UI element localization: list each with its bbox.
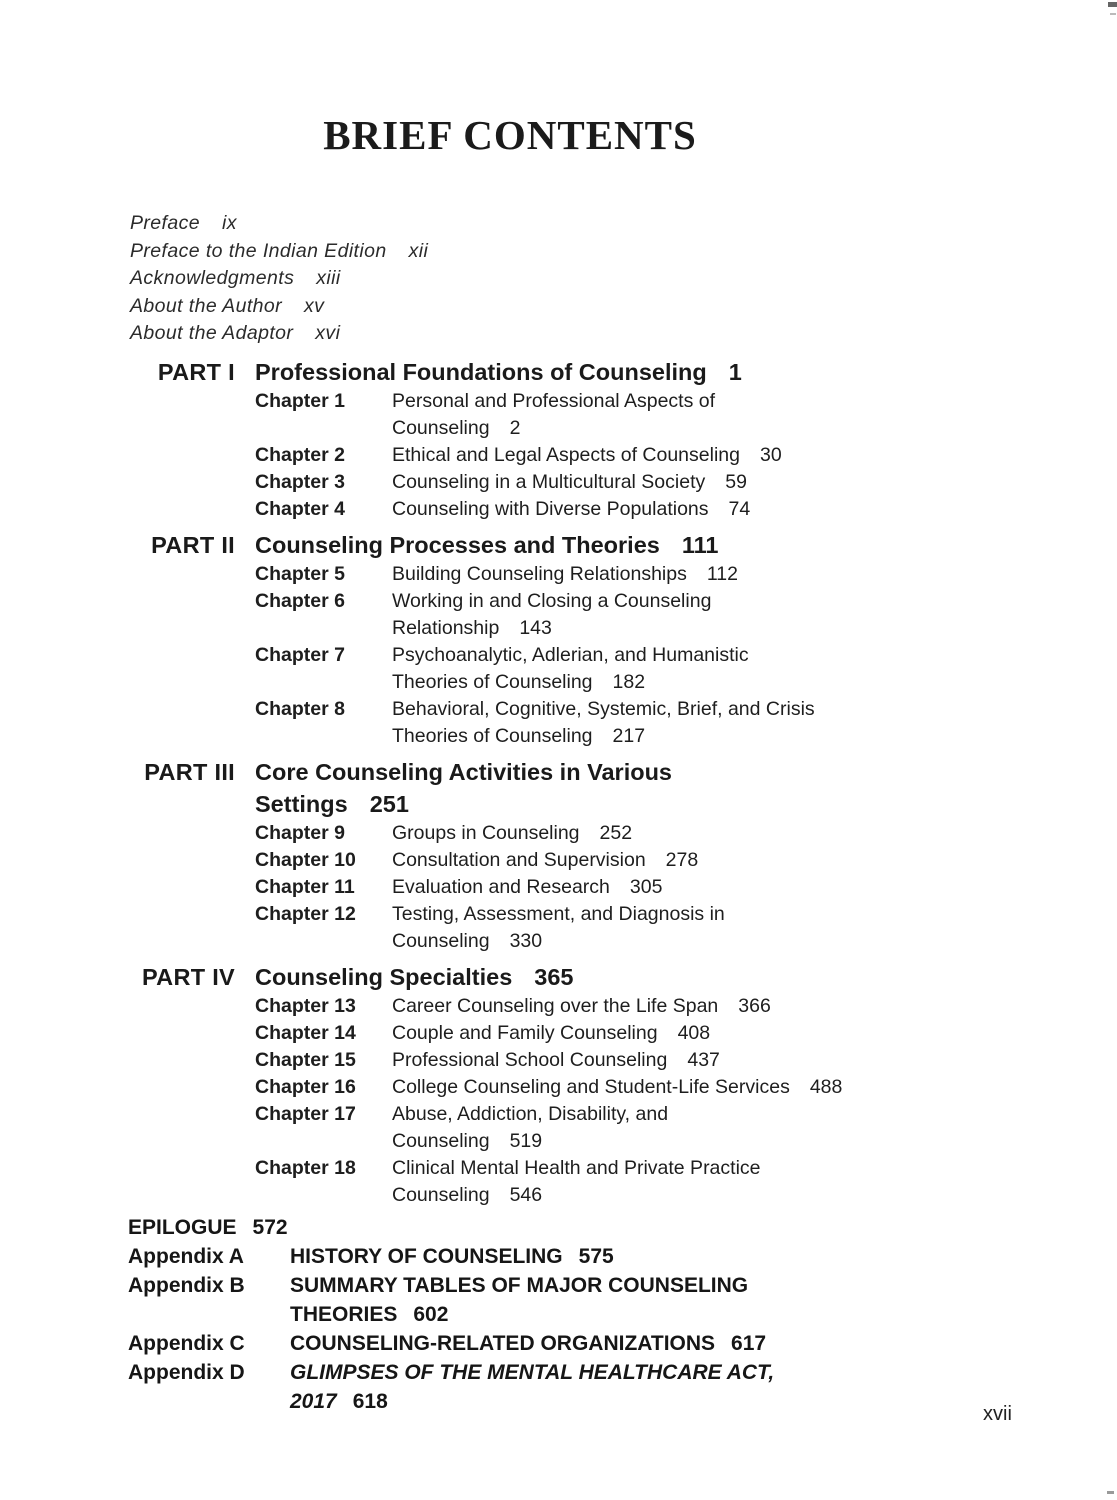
- appendix-label: Appendix B: [128, 1273, 245, 1297]
- page-ref: 30: [759, 443, 782, 466]
- page-ref: 112: [706, 562, 738, 585]
- chapter-title-line: Counseling: [392, 1129, 490, 1152]
- appendix-entry: [128, 1329, 1117, 1358]
- chapter-label: Chapter 15: [255, 1048, 356, 1071]
- part-label: PART IV: [141, 963, 235, 990]
- chapter-title-line: Career Counseling over the Life Span: [392, 994, 719, 1017]
- page-ref: xiii: [316, 267, 341, 289]
- appendix-entry: [128, 1271, 1117, 1329]
- chapter-title: [392, 1155, 1117, 1209]
- chapter-title-line: Personal and Professional Aspects of: [392, 389, 716, 412]
- epilogue-entry: [128, 1213, 1117, 1242]
- part-title-line: Core Counseling Activities in Various: [255, 758, 672, 785]
- back-matter-list: [128, 1213, 1117, 1416]
- chapter-title-line: Abuse, Addiction, Disability, and: [392, 1102, 669, 1125]
- page-ref: xii: [408, 239, 429, 262]
- toc-chapter: [255, 388, 1117, 442]
- page-ref: 437: [687, 1048, 720, 1071]
- part-title: [255, 756, 672, 820]
- appendix-title-line: SUMMARY TABLES OF MAJOR COUNSELING: [290, 1273, 749, 1297]
- page-ref: 366: [738, 994, 771, 1017]
- toc-chapter: [255, 1074, 1117, 1101]
- chapter-label: Chapter 13: [255, 994, 356, 1017]
- front-matter-label: About the Adaptor: [130, 322, 294, 344]
- chapter-title-line: Theories of Counseling: [392, 670, 593, 693]
- chapter-label: Chapter 14: [255, 1021, 356, 1044]
- chapter-title-line: Counseling: [392, 416, 490, 439]
- front-matter-label: Preface: [130, 212, 201, 234]
- page-ref: ix: [222, 212, 237, 234]
- page-ref: 59: [725, 470, 747, 493]
- page-ref: 2: [509, 416, 521, 439]
- part-title: [255, 961, 573, 993]
- front-matter-label: Preface to the Indian Edition: [130, 239, 387, 262]
- page-ref: 111: [681, 531, 719, 558]
- toc-chapter: [255, 874, 1117, 901]
- part-heading: [128, 756, 1117, 820]
- front-matter-list: [130, 210, 1117, 348]
- appendix-title-line: THEORIES: [290, 1302, 398, 1326]
- chapter-title-line: Ethical and Legal Aspects of Counseling: [392, 443, 740, 466]
- page-ref: 305: [629, 875, 663, 898]
- toc-chapter: [255, 469, 1117, 496]
- scan-artifact: [1108, 2, 1117, 7]
- chapter-list: [255, 388, 1117, 523]
- page-ref: 618: [352, 1389, 388, 1413]
- chapter-title: [392, 1074, 1117, 1101]
- toc-part-2: [128, 529, 1117, 750]
- part-title: [255, 356, 742, 388]
- chapter-title: [392, 496, 1117, 523]
- chapter-title: [392, 1047, 1117, 1074]
- part-label: PART I: [157, 358, 235, 385]
- front-matter-item: [130, 293, 1117, 321]
- appendix-title-line: 2017: [290, 1389, 337, 1413]
- chapter-list: [255, 993, 1117, 1209]
- chapter-title: [392, 588, 1117, 642]
- table-of-contents: [128, 356, 1117, 1209]
- chapter-label: Chapter 1: [255, 389, 345, 412]
- page-ref: xvi: [315, 322, 341, 344]
- part-heading: [128, 529, 1117, 561]
- page-ref: 408: [677, 1021, 711, 1044]
- chapter-title: [392, 847, 1117, 874]
- part-title: [255, 529, 718, 561]
- appendix-label: Appendix D: [128, 1360, 245, 1384]
- part-title-line: Counseling Processes and Theories: [255, 531, 660, 558]
- chapter-title-line: Groups in Counseling: [392, 821, 580, 844]
- page-ref: xv: [304, 294, 325, 317]
- chapter-title-line: College Counseling and Student-Life Services: [392, 1075, 790, 1098]
- toc-chapter: [255, 442, 1117, 469]
- part-heading: [128, 356, 1117, 388]
- chapter-label: Chapter 10: [255, 848, 356, 871]
- chapter-title-line: Counseling: [392, 929, 490, 952]
- toc-chapter: [255, 847, 1117, 874]
- front-matter-label: Acknowledgments: [130, 267, 295, 289]
- chapter-title-line: Counseling with Diverse Populations: [392, 497, 709, 520]
- appendix-title-line: HISTORY OF COUNSELING: [290, 1244, 563, 1268]
- toc-chapter: [255, 1101, 1117, 1155]
- folio-page-number: xvii: [983, 1403, 1012, 1425]
- chapter-label: Chapter 7: [255, 643, 345, 666]
- chapter-title-line: Behavioral, Cognitive, Systemic, Brief, and Crisis: [392, 697, 815, 720]
- part-title-line: Counseling Specialties: [255, 963, 513, 990]
- chapter-title-line: Relationship: [392, 616, 500, 639]
- page-ref: 602: [413, 1302, 449, 1326]
- page-ref: 519: [509, 1129, 543, 1152]
- toc-chapter: [255, 696, 1117, 750]
- chapter-label: Chapter 16: [255, 1075, 356, 1098]
- chapter-label: Chapter 11: [255, 875, 355, 898]
- chapter-title: [392, 901, 1117, 955]
- chapter-title-line: Evaluation and Research: [392, 875, 610, 898]
- toc-part-4: [128, 961, 1117, 1209]
- page-ref: 546: [509, 1183, 543, 1206]
- chapter-list: [255, 561, 1117, 750]
- front-matter-item: [130, 210, 1117, 238]
- appendix-title-line: GLIMPSES OF THE MENTAL HEALTHCARE ACT,: [290, 1360, 775, 1384]
- appendix-title: [290, 1329, 1117, 1358]
- chapter-label: Chapter 6: [255, 589, 345, 612]
- chapter-title: [392, 388, 1117, 442]
- toc-chapter: [255, 1047, 1117, 1074]
- page-ref: 252: [599, 821, 633, 844]
- toc-chapter: [255, 901, 1117, 955]
- chapter-title-line: Building Counseling Relationships: [392, 562, 687, 585]
- toc-chapter: [255, 561, 1117, 588]
- chapter-title-line: Working in and Closing a Counseling: [392, 589, 712, 612]
- chapter-label: Chapter 18: [255, 1156, 356, 1179]
- toc-chapter: [255, 820, 1117, 847]
- chapter-title-line: Psychoanalytic, Adlerian, and Humanistic: [392, 643, 749, 666]
- chapter-title-line: Professional School Counseling: [392, 1048, 668, 1071]
- toc-chapter: [255, 496, 1117, 523]
- chapter-label: Chapter 2: [255, 443, 345, 466]
- front-matter-item: [130, 238, 1117, 266]
- chapter-label: Chapter 12: [255, 902, 356, 925]
- epilogue-label: EPILOGUE: [128, 1215, 237, 1239]
- appendix-label: Appendix C: [128, 1331, 245, 1355]
- chapter-label: Chapter 8: [255, 697, 345, 720]
- toc-chapter: [255, 1155, 1117, 1209]
- page-ref: 365: [534, 963, 574, 990]
- chapter-title-line: Theories of Counseling: [392, 724, 593, 747]
- chapter-title: [392, 469, 1117, 496]
- scan-artifact: [1110, 13, 1116, 15]
- chapter-label: Chapter 4: [255, 497, 345, 520]
- page-ref: 251: [369, 790, 409, 817]
- page-ref: 488: [809, 1075, 843, 1098]
- toc-chapter: [255, 642, 1117, 696]
- chapter-title-line: Couple and Family Counseling: [392, 1021, 658, 1044]
- page-ref: 617: [731, 1331, 767, 1355]
- chapter-title-line: Testing, Assessment, and Diagnosis in: [392, 902, 725, 925]
- toc-chapter: [255, 993, 1117, 1020]
- chapter-label: Chapter 17: [255, 1102, 356, 1125]
- front-matter-item: [130, 265, 1117, 293]
- chapter-label: Chapter 5: [255, 562, 345, 585]
- chapter-title: [392, 874, 1117, 901]
- appendix-entry: [128, 1242, 1117, 1271]
- chapter-title: [392, 1020, 1117, 1047]
- chapter-title: [392, 442, 1117, 469]
- chapter-list: [255, 820, 1117, 955]
- chapter-title-line: Counseling: [392, 1183, 490, 1206]
- chapter-title: [392, 820, 1117, 847]
- part-label: PART III: [144, 758, 235, 785]
- chapter-label: Chapter 9: [255, 821, 345, 844]
- part-label: PART II: [151, 531, 235, 558]
- scan-artifact: [1107, 1491, 1114, 1494]
- appendix-entry: [128, 1358, 1117, 1416]
- page-ref: 278: [665, 848, 699, 871]
- page-ref: 1: [728, 358, 742, 385]
- appendix-title: [290, 1242, 1117, 1271]
- chapter-title: [392, 561, 1117, 588]
- chapter-title: [392, 1101, 1117, 1155]
- page-title: BRIEF CONTENTS: [323, 112, 697, 158]
- chapter-title-line: Clinical Mental Health and Private Practice: [392, 1156, 761, 1179]
- chapter-label: Chapter 3: [255, 470, 345, 493]
- appendix-title-line: COUNSELING-RELATED ORGANIZATIONS: [290, 1331, 716, 1355]
- chapter-title: [392, 696, 1117, 750]
- chapter-title-line: Consultation and Supervision: [392, 848, 646, 871]
- chapter-title: [392, 642, 1117, 696]
- page-ref: 575: [578, 1244, 614, 1268]
- page-ref: 330: [509, 929, 543, 952]
- toc-chapter: [255, 588, 1117, 642]
- part-heading: [128, 961, 1117, 993]
- toc-chapter: [255, 1020, 1117, 1047]
- appendix-label: Appendix A: [128, 1244, 244, 1268]
- front-matter-item: [130, 320, 1117, 348]
- part-title-line: Settings: [255, 790, 348, 817]
- page-ref: 572: [252, 1215, 288, 1239]
- part-title-line: Professional Foundations of Counseling: [255, 358, 707, 385]
- page-ref: 74: [728, 497, 751, 520]
- page-ref: 143: [519, 616, 552, 639]
- chapter-title: [392, 993, 1117, 1020]
- chapter-title-line: Counseling in a Multicultural Society: [392, 470, 706, 493]
- page-ref: 182: [612, 670, 646, 693]
- appendix-title: [290, 1271, 1117, 1329]
- page-ref: 217: [612, 724, 646, 747]
- toc-part-1: [128, 356, 1117, 523]
- toc-part-3: [128, 756, 1117, 955]
- front-matter-label: About the Author: [130, 294, 283, 317]
